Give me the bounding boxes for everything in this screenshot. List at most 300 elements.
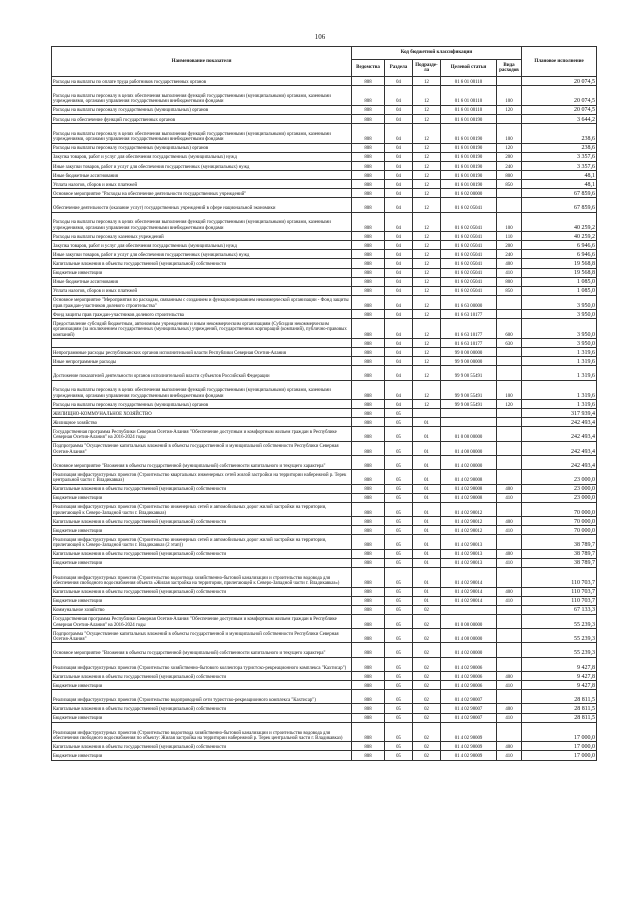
cell-name: Подпрограмма "Осуществление капитальных вложений в объекты государственной и муниципальной собственности Республики Северная Осетия-Алания" xyxy=(52,441,352,455)
cell-podr: 12 xyxy=(413,348,441,357)
cell-sum: 70 000,0 xyxy=(522,502,597,516)
cell-sum: 23 000,0 xyxy=(522,484,597,493)
table-row xyxy=(52,338,597,347)
header-col-vr: Вида расходов xyxy=(497,60,522,77)
cell-ved: 808 xyxy=(352,484,385,493)
cell-name: Реализация инфраструктурных проектов (Строительство инженерных сетей и автомобильных дорог жилой застройки на территории, прилегающей к Северо-Западной части г. Владикавказ) xyxy=(52,502,352,516)
cell-sum: 1 319,6 xyxy=(522,366,597,380)
table-row xyxy=(52,366,597,380)
cell-vr xyxy=(497,77,522,86)
cell-vr xyxy=(497,418,522,427)
header-name: Наименование показателя xyxy=(52,47,352,77)
table-row xyxy=(52,319,597,339)
cell-razd: 04 xyxy=(385,250,413,259)
cell-podr: 12 xyxy=(413,277,441,286)
table-row xyxy=(52,751,597,760)
table-row xyxy=(52,614,597,628)
cell-razd: 05 xyxy=(385,517,413,526)
cell-ved: 808 xyxy=(352,587,385,596)
cell-razd: 05 xyxy=(385,587,413,596)
cell-razd: 05 xyxy=(385,713,413,722)
cell-sum: 67 133,3 xyxy=(522,605,597,614)
cell-cs: 01 4 00 00000 xyxy=(441,629,497,643)
cell-sum: 1 319,6 xyxy=(522,357,597,366)
cell-cs: 99 9 00 00000 xyxy=(441,357,497,366)
cell-name: Иные закупки товаров, работ и услуг для обеспечения государственных (муниципальных) нужд xyxy=(52,161,352,170)
cell-name: Расходы на выплаты персоналу государственных (муниципальных) органов xyxy=(52,400,352,409)
cell-razd: 04 xyxy=(385,277,413,286)
table-row xyxy=(52,526,597,535)
cell-razd: 05 xyxy=(385,671,413,680)
cell-podr: 12 xyxy=(413,366,441,380)
cell-sum: 48,1 xyxy=(522,170,597,179)
cell-razd: 05 xyxy=(385,742,413,751)
cell-cs: 99 9 00 55491 xyxy=(441,380,497,400)
cell-ved: 808 xyxy=(352,427,385,441)
cell-cs: 01 4 02 98009 xyxy=(441,751,497,760)
cell-podr: 02 xyxy=(413,713,441,722)
cell-cs: 01 6 02 05041 xyxy=(441,286,497,295)
cell-ved: 808 xyxy=(352,558,385,567)
cell-razd: 05 xyxy=(385,441,413,455)
cell-razd: 04 xyxy=(385,268,413,277)
cell-vr: 400 xyxy=(497,704,522,713)
cell-razd: 05 xyxy=(385,704,413,713)
cell-cs: 01 6 01 00110 xyxy=(441,105,497,114)
cell-podr: 02 xyxy=(413,742,441,751)
cell-razd: 04 xyxy=(385,105,413,114)
cell-ved: 808 xyxy=(352,143,385,152)
table-row xyxy=(52,212,597,232)
cell-podr: 12 xyxy=(413,114,441,123)
cell-podr: 12 xyxy=(413,286,441,295)
cell-cs xyxy=(441,418,497,427)
cell-vr: 630 xyxy=(497,338,522,347)
cell-podr: 12 xyxy=(413,189,441,198)
cell-podr: 12 xyxy=(413,310,441,319)
table-row xyxy=(52,170,597,179)
cell-vr xyxy=(497,657,522,671)
table-row xyxy=(52,493,597,502)
table-row xyxy=(52,567,597,587)
cell-sum: 110 703,7 xyxy=(522,596,597,605)
cell-sum: 38 789,7 xyxy=(522,558,597,567)
page-number: 106 xyxy=(314,33,326,41)
cell-name: Основное мероприятие "Мероприятия по расходам, связанным с созданием и функционированием некоммерческой организации - Фонд защиты прав граждан-участников долевого строительства" xyxy=(52,295,352,309)
cell-ved: 808 xyxy=(352,241,385,250)
cell-sum: 242 493,4 xyxy=(522,418,597,427)
cell-sum: 238,6 xyxy=(522,123,597,143)
cell-razd: 04 xyxy=(385,180,413,189)
cell-sum: 317 939,4 xyxy=(522,409,597,418)
cell-cs: 01 4 02 98013 xyxy=(441,558,497,567)
cell-vr xyxy=(497,567,522,587)
cell-name: Закупка товаров, работ и услуг для обеспечения государственных (муниципальных) нужд xyxy=(52,241,352,250)
table-row xyxy=(52,143,597,152)
cell-razd: 04 xyxy=(385,189,413,198)
table-row xyxy=(52,348,597,357)
cell-sum: 6 946,6 xyxy=(522,250,597,259)
cell-cs: 01 4 02 98012 xyxy=(441,517,497,526)
cell-ved: 808 xyxy=(352,409,385,418)
cell-cs: 99 9 00 55491 xyxy=(441,400,497,409)
table-row xyxy=(52,704,597,713)
table-row xyxy=(52,277,597,286)
cell-podr: 12 xyxy=(413,180,441,189)
cell-cs: 01 0 00 00000 xyxy=(441,614,497,628)
table-row xyxy=(52,456,597,470)
table-body xyxy=(52,77,597,761)
table-row xyxy=(52,400,597,409)
cell-sum: 23 000,0 xyxy=(522,470,597,484)
cell-razd: 05 xyxy=(385,690,413,704)
cell-cs: 01 4 02 98013 xyxy=(441,535,497,549)
cell-ved: 808 xyxy=(352,212,385,232)
cell-razd: 05 xyxy=(385,681,413,690)
cell-vr xyxy=(497,348,522,357)
cell-podr xyxy=(413,409,441,418)
cell-cs: 01 4 02 98006 xyxy=(441,657,497,671)
cell-vr: 400 xyxy=(497,742,522,751)
cell-podr: 12 xyxy=(413,105,441,114)
cell-ved: 808 xyxy=(352,549,385,558)
cell-razd: 04 xyxy=(385,212,413,232)
cell-cs: 01 6 01 00190 xyxy=(441,123,497,143)
cell-razd: 04 xyxy=(385,286,413,295)
cell-name: Закупка товаров, работ и услуг для обеспечения государственных (муниципальных) нужд xyxy=(52,152,352,161)
cell-vr: 240 xyxy=(497,250,522,259)
cell-cs: 01 6 63 10177 xyxy=(441,338,497,347)
header-col-podr: Подразде-ла xyxy=(413,60,441,77)
cell-sum: 17 000,0 xyxy=(522,722,597,742)
cell-vr: 100 xyxy=(497,380,522,400)
cell-ved: 808 xyxy=(352,250,385,259)
cell-sum: 19 568,8 xyxy=(522,259,597,268)
table-row xyxy=(52,470,597,484)
cell-sum: 3 357,6 xyxy=(522,152,597,161)
cell-ved: 808 xyxy=(352,441,385,455)
cell-vr xyxy=(497,114,522,123)
cell-podr: 12 xyxy=(413,250,441,259)
cell-podr: 12 xyxy=(413,212,441,232)
cell-vr xyxy=(497,295,522,309)
cell-cs: 01 6 02 05041 xyxy=(441,277,497,286)
cell-name: Реализация инфраструктурных проектов (Строительство хозяйственно-бытового коллектора туристско-рекреационного комплекса "Кахтисар") xyxy=(52,657,352,671)
cell-cs: 01 6 02 05041 xyxy=(441,241,497,250)
cell-razd: 04 xyxy=(385,366,413,380)
budget-table xyxy=(51,46,597,761)
cell-name: Государственная программа Республики Северная Осетия-Алания "Обеспечение доступным и комфортным жильем граждан в Республике Северная Осетия-Алания" на 2016-2024 годы xyxy=(52,614,352,628)
cell-razd: 05 xyxy=(385,502,413,516)
cell-cs: 01 6 02 05041 xyxy=(441,232,497,241)
header-amount: Плановое исполнение xyxy=(522,47,597,77)
cell-ved: 808 xyxy=(352,418,385,427)
cell-cs: 01 4 02 98012 xyxy=(441,526,497,535)
cell-ved: 808 xyxy=(352,170,385,179)
cell-podr: 02 xyxy=(413,681,441,690)
cell-name: Реализация инфраструктурных проектов (Строительство водоотвода хозяйственно-бытовой канализации и строительство водовода для обеспечения свободного водоснабжения по объекту: Жилая застройка на территории набережной р. Терек центральной части г. Владикавказ) xyxy=(52,722,352,742)
cell-cs: 01 4 02 98014 xyxy=(441,587,497,596)
table-row xyxy=(52,250,597,259)
cell-sum: 1 085,0 xyxy=(522,286,597,295)
table-row xyxy=(52,105,597,114)
header-col-razd: Раздела xyxy=(385,60,413,77)
cell-vr xyxy=(497,456,522,470)
cell-ved: 808 xyxy=(352,77,385,86)
cell-vr xyxy=(497,366,522,380)
cell-name: Расходы на выплаты персоналу казенных учреждений xyxy=(52,232,352,241)
table-row xyxy=(52,713,597,722)
cell-vr xyxy=(497,614,522,628)
table-row xyxy=(52,484,597,493)
cell-razd: 05 xyxy=(385,470,413,484)
cell-razd: 04 xyxy=(385,380,413,400)
cell-sum: 1 319,6 xyxy=(522,400,597,409)
table-row xyxy=(52,690,597,704)
table-row xyxy=(52,441,597,455)
cell-vr: 410 xyxy=(497,681,522,690)
cell-sum: 70 000,0 xyxy=(522,517,597,526)
cell-ved: 808 xyxy=(352,123,385,143)
cell-ved: 808 xyxy=(352,338,385,347)
cell-ved: 808 xyxy=(352,161,385,170)
cell-podr: 12 xyxy=(413,143,441,152)
cell-ved: 808 xyxy=(352,268,385,277)
cell-vr: 410 xyxy=(497,596,522,605)
cell-vr: 400 xyxy=(497,549,522,558)
cell-name: Реализация инфраструктурных проектов (Строительство инженерных сетей и автомобильных дорог жилой застройки на территории, прилегающей к Северо-Западной части г. Владикавказ (2 этап)) xyxy=(52,535,352,549)
table-row xyxy=(52,123,597,143)
cell-ved: 808 xyxy=(352,456,385,470)
cell-razd: 05 xyxy=(385,596,413,605)
table-row xyxy=(52,558,597,567)
cell-podr: 01 xyxy=(413,470,441,484)
cell-vr: 400 xyxy=(497,587,522,596)
cell-vr xyxy=(497,502,522,516)
cell-sum: 20 074,5 xyxy=(522,77,597,86)
cell-podr: 01 xyxy=(413,596,441,605)
cell-sum: 67 859,6 xyxy=(522,189,597,198)
cell-sum: 67 859,6 xyxy=(522,198,597,212)
cell-razd: 05 xyxy=(385,409,413,418)
cell-razd: 05 xyxy=(385,493,413,502)
cell-cs: 01 4 02 98008 xyxy=(441,493,497,502)
table-row xyxy=(52,259,597,268)
cell-sum: 23 000,0 xyxy=(522,493,597,502)
cell-ved: 808 xyxy=(352,259,385,268)
cell-cs: 01 0 00 00000 xyxy=(441,427,497,441)
cell-sum: 17 000,0 xyxy=(522,742,597,751)
cell-vr xyxy=(497,470,522,484)
cell-podr: 12 xyxy=(413,77,441,86)
cell-podr: 02 xyxy=(413,704,441,713)
cell-podr: 12 xyxy=(413,123,441,143)
cell-ved: 808 xyxy=(352,671,385,680)
table-row xyxy=(52,409,597,418)
cell-razd: 05 xyxy=(385,614,413,628)
cell-cs: 01 4 02 98008 xyxy=(441,470,497,484)
table-row xyxy=(52,152,597,161)
cell-cs: 01 4 02 98006 xyxy=(441,681,497,690)
cell-podr: 01 xyxy=(413,535,441,549)
cell-name: Расходы на выплаты по оплате труда работников государственных органов xyxy=(52,77,352,86)
table-row xyxy=(52,671,597,680)
cell-razd: 05 xyxy=(385,535,413,549)
cell-name: Капитальные вложения в объекты государственной (муниципальной) собственности xyxy=(52,259,352,268)
cell-name: Капитальные вложения в объекты государственной (муниципальной) собственности xyxy=(52,549,352,558)
table-row xyxy=(52,681,597,690)
cell-razd: 05 xyxy=(385,549,413,558)
cell-razd: 04 xyxy=(385,161,413,170)
cell-cs: 01 4 02 98006 xyxy=(441,671,497,680)
cell-ved: 808 xyxy=(352,189,385,198)
cell-sum: 3 950,0 xyxy=(522,295,597,309)
cell-name: Основное мероприятие "Расходы на обеспечение деятельности государственных учреждений" xyxy=(52,189,352,198)
cell-ved: 808 xyxy=(352,400,385,409)
cell-ved: 808 xyxy=(352,114,385,123)
cell-cs: 01 6 01 00110 xyxy=(441,77,497,86)
cell-name: Подпрограмма "Осуществление капитальных вложений в объекты государственной и муниципальной собственности Республики Северная Осетия-Алания" xyxy=(52,629,352,643)
cell-podr: 01 xyxy=(413,456,441,470)
cell-name xyxy=(52,338,352,347)
cell-podr: 12 xyxy=(413,198,441,212)
cell-sum: 110 703,7 xyxy=(522,587,597,596)
cell-podr: 01 xyxy=(413,427,441,441)
cell-podr: 02 xyxy=(413,690,441,704)
cell-vr xyxy=(497,605,522,614)
cell-sum: 110 703,7 xyxy=(522,567,597,587)
cell-podr: 01 xyxy=(413,517,441,526)
table-row xyxy=(52,418,597,427)
cell-name: Бюджетные инвестиции xyxy=(52,681,352,690)
cell-name: Бюджетные инвестиции xyxy=(52,751,352,760)
cell-ved: 808 xyxy=(352,643,385,657)
cell-cs: 01 4 02 98008 xyxy=(441,484,497,493)
cell-name: Предоставление субсидий бюджетным, автономным учреждениям и иным некоммерческим организациям (Субсидии некоммерческим организациям (за исключением государственных (муниципальных) учреждений, государственных корпораций (компаний), публично-правовых компаний) xyxy=(52,319,352,339)
cell-sum: 9 427,8 xyxy=(522,657,597,671)
cell-sum: 28 811,5 xyxy=(522,704,597,713)
cell-razd: 05 xyxy=(385,456,413,470)
cell-razd: 04 xyxy=(385,143,413,152)
cell-razd: 05 xyxy=(385,427,413,441)
cell-vr: 410 xyxy=(497,558,522,567)
cell-cs: 01 4 02 98007 xyxy=(441,690,497,704)
cell-sum: 48,1 xyxy=(522,180,597,189)
cell-name: Расходы на обеспечение функций государственных органов xyxy=(52,114,352,123)
cell-podr: 02 xyxy=(413,643,441,657)
cell-name: Иные бюджетные ассигнования xyxy=(52,170,352,179)
cell-ved: 808 xyxy=(352,277,385,286)
header-col-ved: Ведомства xyxy=(352,60,385,77)
cell-cs: 01 6 02 05041 xyxy=(441,268,497,277)
cell-podr: 12 xyxy=(413,259,441,268)
cell-ved: 808 xyxy=(352,614,385,628)
cell-podr: 12 xyxy=(413,400,441,409)
cell-vr: 410 xyxy=(497,526,522,535)
cell-podr: 12 xyxy=(413,232,441,241)
cell-name: Бюджетные инвестиции xyxy=(52,713,352,722)
cell-razd: 05 xyxy=(385,751,413,760)
cell-cs: 01 4 02 98007 xyxy=(441,713,497,722)
cell-name: Уплата налогов, сборов и иных платежей xyxy=(52,286,352,295)
cell-sum: 6 946,6 xyxy=(522,241,597,250)
cell-vr: 100 xyxy=(497,212,522,232)
cell-podr: 12 xyxy=(413,241,441,250)
cell-ved: 808 xyxy=(352,198,385,212)
cell-razd: 05 xyxy=(385,418,413,427)
cell-vr: 410 xyxy=(497,713,522,722)
cell-cs: 01 4 02 98009 xyxy=(441,722,497,742)
table-row xyxy=(52,268,597,277)
cell-vr xyxy=(497,690,522,704)
cell-name: Капитальные вложения в объекты государственной (муниципальной) собственности xyxy=(52,587,352,596)
cell-name: Коммунальное хозяйство xyxy=(52,605,352,614)
cell-ved: 808 xyxy=(352,86,385,106)
table-row xyxy=(52,310,597,319)
cell-name: Капитальные вложения в объекты государственной (муниципальной) собственности xyxy=(52,517,352,526)
cell-name: Расходы на выплаты персоналу государственных (муниципальных) органов xyxy=(52,105,352,114)
cell-ved: 808 xyxy=(352,535,385,549)
cell-vr: 400 xyxy=(497,259,522,268)
cell-podr: 02 xyxy=(413,657,441,671)
cell-name: Бюджетные инвестиции xyxy=(52,268,352,277)
cell-vr: 850 xyxy=(497,286,522,295)
cell-ved: 808 xyxy=(352,517,385,526)
cell-ved: 808 xyxy=(352,567,385,587)
cell-name: Бюджетные инвестиции xyxy=(52,596,352,605)
table-row xyxy=(52,357,597,366)
cell-cs: 01 6 63 10177 xyxy=(441,310,497,319)
cell-name: Бюджетные инвестиции xyxy=(52,558,352,567)
cell-vr: 200 xyxy=(497,152,522,161)
cell-sum: 1 085,0 xyxy=(522,277,597,286)
cell-vr xyxy=(497,629,522,643)
cell-podr: 12 xyxy=(413,338,441,347)
cell-vr xyxy=(497,310,522,319)
cell-sum: 9 427,8 xyxy=(522,671,597,680)
cell-sum: 40 259,2 xyxy=(522,232,597,241)
cell-ved: 808 xyxy=(352,704,385,713)
cell-cs: 01 4 02 00000 xyxy=(441,643,497,657)
table-row xyxy=(52,114,597,123)
cell-podr: 12 xyxy=(413,170,441,179)
cell-vr: 240 xyxy=(497,161,522,170)
table-row xyxy=(52,189,597,198)
cell-ved: 808 xyxy=(352,366,385,380)
cell-vr xyxy=(497,643,522,657)
cell-vr xyxy=(497,409,522,418)
cell-cs: 01 4 00 00000 xyxy=(441,441,497,455)
table-row xyxy=(52,86,597,106)
table-row xyxy=(52,502,597,516)
cell-sum: 3 357,6 xyxy=(522,161,597,170)
cell-cs: 01 4 02 98007 xyxy=(441,704,497,713)
cell-razd: 05 xyxy=(385,558,413,567)
cell-razd: 05 xyxy=(385,526,413,535)
cell-sum: 38 789,7 xyxy=(522,549,597,558)
cell-cs: 01 6 01 00190 xyxy=(441,170,497,179)
cell-podr: 01 xyxy=(413,567,441,587)
cell-podr: 12 xyxy=(413,152,441,161)
cell-vr: 410 xyxy=(497,493,522,502)
cell-sum: 19 568,8 xyxy=(522,268,597,277)
cell-vr: 120 xyxy=(497,400,522,409)
cell-cs: 99 9 00 55491 xyxy=(441,366,497,380)
cell-sum: 238,6 xyxy=(522,143,597,152)
cell-name: ЖИЛИЩНО-КОММУНАЛЬНОЕ ХОЗЯЙСТВО xyxy=(52,409,352,418)
cell-cs: 01 6 02 05041 xyxy=(441,250,497,259)
cell-ved: 808 xyxy=(352,629,385,643)
